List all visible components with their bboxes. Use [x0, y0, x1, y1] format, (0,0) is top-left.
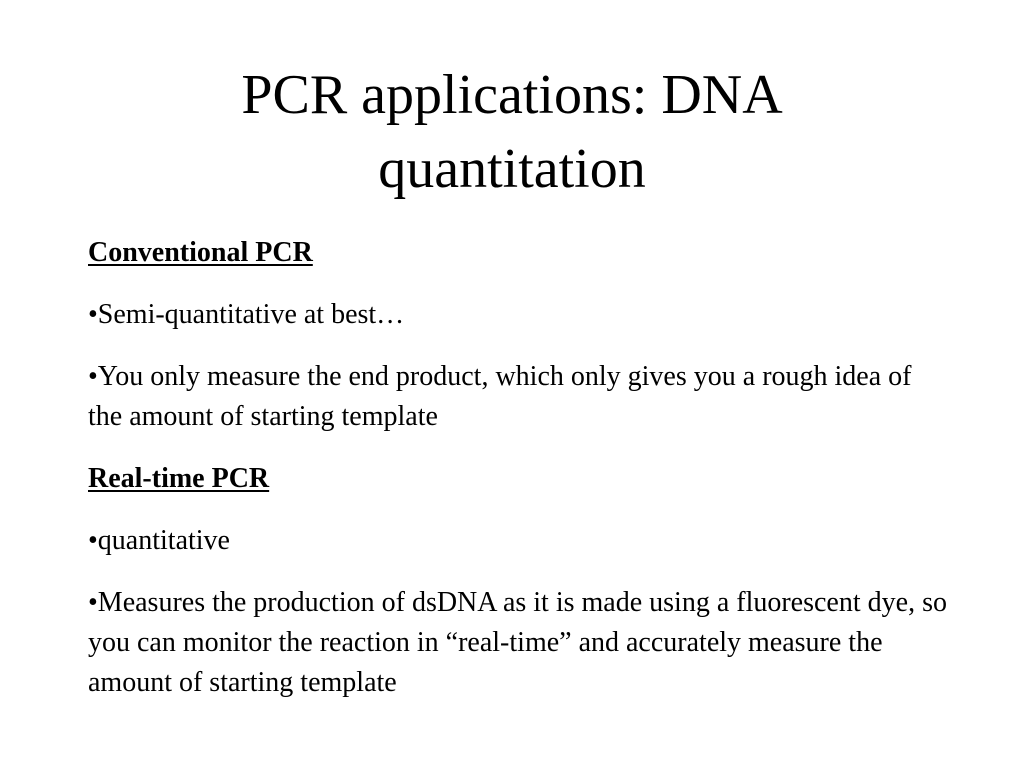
- bullet-item: •Measures the production of dsDNA as it is made using a fluorescent dye, so you can monitor the reaction in “real-time” and accurately measure the amount of starting template: [88, 587, 947, 698]
- section-heading: Conventional PCR: [88, 237, 313, 268]
- section-real-time-pcr: [88, 459, 948, 703]
- section-conventional-pcr: [88, 233, 948, 437]
- slide-title: [0, 58, 1024, 206]
- bullet-item: •quantitative: [88, 525, 230, 556]
- bullet-item: •You only measure the end product, which only gives you a rough idea of the amount of starting template: [88, 361, 912, 432]
- slide-body: [88, 233, 948, 725]
- bullet-item: •Semi-quantitative at best…: [88, 299, 405, 330]
- slide-title-line-1: PCR applications: DNA: [241, 64, 783, 126]
- section-heading: Real-time PCR: [88, 463, 270, 494]
- slide-title-line-2: quantitation: [378, 138, 646, 200]
